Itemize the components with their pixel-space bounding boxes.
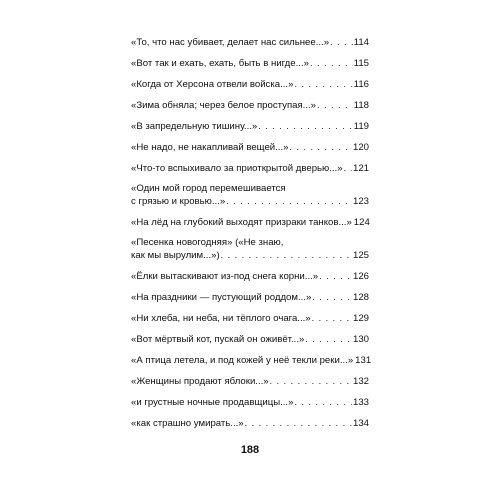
- toc-entry: [131, 333, 369, 346]
- toc-entry: [131, 396, 369, 409]
- toc-entry-page: 133: [352, 397, 369, 408]
- toc-entry: [131, 291, 369, 304]
- toc-entry-title: «На праздники — пустующий роддом...»: [131, 292, 312, 303]
- toc-entry-page: 129: [352, 313, 369, 324]
- toc-entry: [131, 99, 369, 112]
- toc-entry-page: 130: [352, 334, 369, 345]
- dot-leader: [294, 78, 352, 90]
- dot-leader: [312, 291, 352, 303]
- toc-entry-page: 132: [352, 376, 369, 387]
- toc-entry-title: «А птица летела, и под кожей у неё текли реки...»: [131, 355, 354, 366]
- toc-entry-title: «На лёд на глубокий выходят призраки танков...»: [131, 217, 352, 228]
- toc-entry-title: с грязью и кровью...»: [131, 196, 226, 207]
- dot-leader: [330, 36, 353, 48]
- dot-leader: [312, 312, 352, 324]
- toc-entry: [131, 120, 369, 133]
- dot-leader: [226, 195, 352, 207]
- toc-entry-page: 116: [353, 79, 369, 90]
- toc-entry-page: 128: [352, 292, 369, 303]
- dot-leader: [317, 99, 353, 111]
- toc-entry: [131, 162, 369, 175]
- toc-entry-page: 124: [353, 217, 370, 228]
- toc-entry-title: как мы вырулим...»): [131, 250, 220, 261]
- toc-entry: [131, 183, 369, 208]
- dot-leader: [319, 270, 352, 282]
- dot-leader: [270, 375, 352, 387]
- toc-entry-page: 134: [352, 418, 369, 429]
- dot-leader: [258, 120, 352, 132]
- toc-entry: [131, 417, 369, 430]
- toc-entry-page: 123: [352, 196, 369, 207]
- toc-entry: [131, 216, 369, 229]
- toc-entry-title: «Ёлки вытаскивают из-под снега корни...»: [131, 271, 319, 282]
- toc-entry-page: 126: [352, 271, 369, 282]
- dot-leader: [344, 162, 352, 174]
- dot-leader: [245, 417, 352, 429]
- toc-entry: [131, 57, 369, 70]
- toc-entry-page: 118: [353, 100, 369, 111]
- toc-entry-page: 119: [353, 121, 369, 132]
- toc-entry-page: 125: [352, 250, 369, 261]
- toc-entry: [131, 312, 369, 325]
- dot-leader: [294, 396, 352, 408]
- toc-entry: [131, 141, 369, 154]
- toc-entry-page: 115: [353, 58, 369, 69]
- toc-entry-title: «Когда от Херсона отвели войска...»: [131, 79, 294, 90]
- toc-entry-title-line1: «Песенка новогодняя» («Не знаю,: [131, 237, 284, 248]
- toc-entry-title: «То, что нас убивает, делает нас сильнее...»: [131, 37, 330, 48]
- toc-entry-title: «В запредельную тишину...»: [131, 121, 258, 132]
- toc-entry-title: «и грустные ночные продавщицы...»: [131, 397, 294, 408]
- page-number: 188: [240, 444, 260, 456]
- toc-entry: [131, 354, 372, 367]
- toc-entry-title: «Зима обняла; через белое проступая...»: [131, 100, 316, 111]
- dot-leader: [221, 249, 352, 261]
- table-of-contents: [131, 36, 372, 438]
- toc-entry-page: 114: [353, 37, 369, 48]
- toc-entry: [131, 375, 369, 388]
- dot-leader: [289, 141, 352, 153]
- toc-entry: [131, 237, 369, 262]
- toc-entry-title-line1: «Один мой город перемешивается: [131, 183, 286, 194]
- toc-entry-page: 120: [352, 142, 369, 153]
- dot-leader: [305, 333, 352, 345]
- toc-entry: [131, 36, 369, 49]
- toc-entry-title: «Вот мёртвый кот, пускай он оживёт...»: [131, 334, 305, 345]
- toc-entry: [131, 270, 369, 283]
- toc-entry-title: «Ни хлеба, ни неба, ни тёплого очага...»: [131, 313, 311, 324]
- dot-leader: [310, 57, 353, 69]
- toc-entry: [131, 78, 369, 91]
- toc-entry-page: 121: [352, 163, 369, 174]
- toc-entry-title: «Женщины продают яблоки...»: [131, 376, 269, 387]
- toc-entry-title: «как страшно умирать...»: [131, 418, 244, 429]
- toc-entry-title: «Не надо, не накапливай вещей...»: [131, 142, 289, 153]
- toc-entry-title: «Что-то вспыхивало за приоткрытой дверью...»: [131, 163, 343, 174]
- toc-entry-title: «Вот так и ехать, ехать, быть в нигде...»: [131, 58, 309, 69]
- toc-entry-page: 131: [355, 355, 372, 366]
